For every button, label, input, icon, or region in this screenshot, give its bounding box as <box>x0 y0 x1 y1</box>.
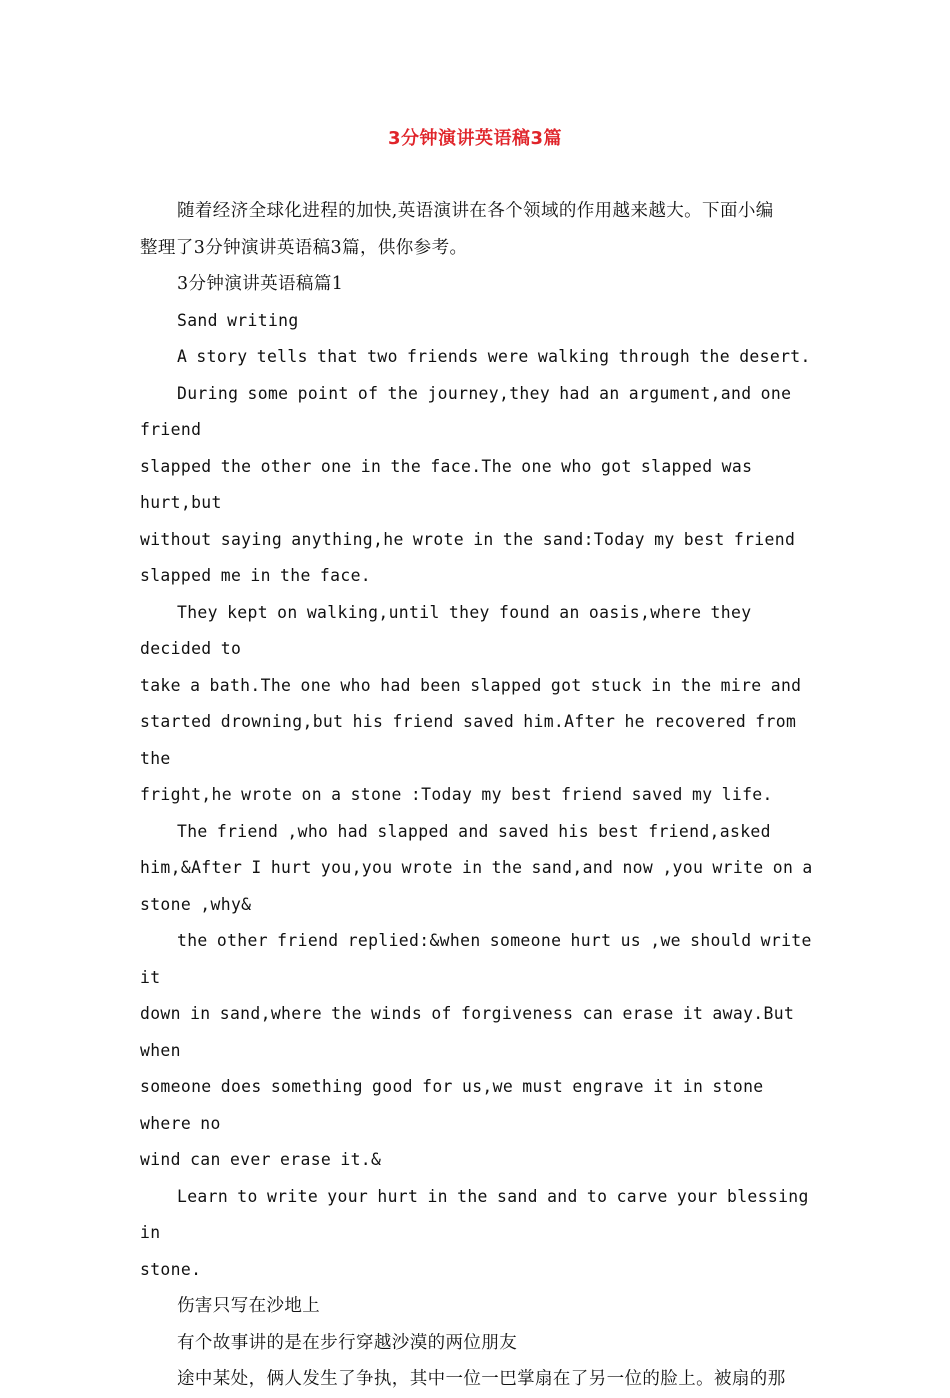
cn-paragraph-line: 有个故事讲的是在步行穿越沙漠的两位朋友 <box>177 1332 518 1353</box>
paragraph-line: The friend ,who had slapped and saved his best friend,asked <box>177 821 771 841</box>
document-title: 3分钟演讲英语稿3篇 <box>387 128 563 149</box>
paragraph-line: wind can ever erase it.& <box>140 1150 382 1169</box>
paragraph-line: started drowning,but his friend saved him.After he recovered from the <box>140 712 806 768</box>
paragraph-line: someone does something good for us,we must engrave it in stone where no <box>140 1077 773 1133</box>
paragraph-line: down in sand,where the winds of forgiveness can erase it away.But when <box>140 1004 804 1060</box>
paragraph-line: stone. <box>140 1259 202 1279</box>
document-body <box>140 193 820 1398</box>
story-title: Sand writing <box>177 310 299 330</box>
paragraph-line: fright,he wrote on a stone :Today my best friend saved my life. <box>140 785 773 804</box>
paragraph-line: slapped me in the face. <box>140 566 372 585</box>
paragraph-line: slapped the other one in the face.The one who got slapped was hurt,but <box>140 456 762 512</box>
paragraph-line: without saying anything,he wrote in the sand:Today my best friend <box>140 529 796 549</box>
paragraph-line: him,&After I hurt you,you wrote in the sand,and now ,you write on a <box>140 858 813 877</box>
paragraph-line: stone ,why& <box>140 894 252 914</box>
paragraph-line: take a bath.The one who had been slapped got stuck in the mire and <box>140 675 802 695</box>
cn-title: 伤害只写在沙地上 <box>177 1296 321 1316</box>
paragraph-line: They kept on walking,until they found an oasis,where they decided to <box>140 602 761 658</box>
section-heading: 3分钟演讲英语稿篇1 <box>177 274 344 294</box>
cn-paragraph-line: 途中某处，俩人发生了争执，其中一位一巴掌扇在了另一位的脸上。被扇的那 <box>177 1369 786 1389</box>
paragraph-line: During some point of the journey,they had an argument,and one friend <box>140 383 801 439</box>
intro-line-2: 整理了3分钟演讲英语稿3篇，供你参考。 <box>140 237 468 258</box>
paragraph-line: A story tells that two friends were walking through the desert. <box>177 347 811 366</box>
paragraph-line: the other friend replied:&when someone hurt us ,we should write it <box>140 931 821 987</box>
paragraph-line: Learn to write your hurt in the sand and to carve your blessing in <box>140 1186 818 1242</box>
intro-line-1: 随着经济全球化进程的加快,英语演讲在各个领域的作用越来越大。下面小编 <box>177 201 774 221</box>
